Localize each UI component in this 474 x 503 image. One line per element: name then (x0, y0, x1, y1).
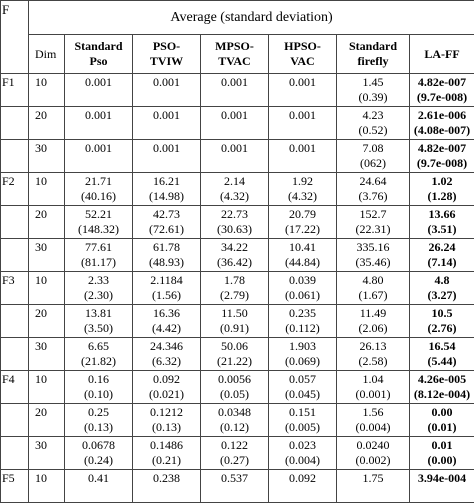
function-label: F5 (1, 470, 29, 503)
std-dev-value: (21.22) (201, 354, 268, 369)
value-cell (269, 272, 337, 305)
value-cell (269, 437, 337, 470)
table-row (1, 206, 474, 239)
table-row (1, 140, 474, 173)
value-cell (269, 470, 337, 503)
std-dev-value: (9.7e-008) (410, 156, 474, 171)
la-ff-value-cell (410, 338, 474, 371)
value-cell (65, 305, 133, 338)
value-cell (65, 338, 133, 371)
mean-value: 0.537 (201, 471, 268, 486)
la-ff-value-cell (410, 206, 474, 239)
la-ff-value-cell (410, 74, 474, 107)
value-cell (201, 470, 269, 503)
std-dev-value: (148.32) (65, 222, 132, 237)
table-row (1, 371, 474, 404)
value-cell (269, 107, 337, 140)
std-dev-value (410, 486, 474, 501)
value-cell (133, 371, 201, 404)
value-cell (337, 272, 410, 305)
value-cell (337, 338, 410, 371)
std-dev-value (201, 90, 268, 105)
std-dev-value: (0.112) (269, 321, 336, 336)
function-label (1, 437, 29, 470)
value-cell (201, 239, 269, 272)
value-cell (201, 404, 269, 437)
std-dev-value (133, 90, 200, 105)
value-cell (337, 437, 410, 470)
std-dev-value: (2.76) (410, 321, 474, 336)
std-dev-value (133, 486, 200, 501)
std-dev-value: (2.30) (65, 288, 132, 303)
mean-value: 16.36 (133, 306, 200, 321)
mean-value: 4.80 (337, 273, 409, 288)
value-cell (133, 239, 201, 272)
mean-value: 50.06 (201, 339, 268, 354)
std-dev-value: (0.005) (269, 420, 336, 435)
la-ff-value-cell (410, 404, 474, 437)
value-cell (65, 239, 133, 272)
std-dev-value: (0.39) (337, 90, 409, 105)
dimension-cell: 20 (29, 206, 65, 239)
std-dev-value: (0.045) (269, 387, 336, 402)
mean-value: 24.64 (337, 174, 409, 189)
std-dev-value: (4.08e-007) (410, 123, 474, 138)
std-dev-value: (4.42) (133, 321, 200, 336)
mean-value: 152.7 (337, 207, 409, 222)
mean-value: 0.0678 (65, 438, 132, 453)
header-alg-standard-firefly: Standard firefly (337, 35, 410, 74)
value-cell (65, 371, 133, 404)
function-label: F1 (1, 74, 29, 107)
function-label (1, 140, 29, 173)
table-body (1, 74, 474, 503)
std-dev-value (269, 123, 336, 138)
std-dev-value (201, 156, 268, 171)
mean-value: 0.1212 (133, 405, 200, 420)
std-dev-value: (21.82) (65, 354, 132, 369)
dimension-cell: 10 (29, 470, 65, 503)
std-dev-value: (0.021) (133, 387, 200, 402)
mean-value: 0.25 (65, 405, 132, 420)
mean-value: 0.001 (65, 141, 132, 156)
function-label (1, 338, 29, 371)
dimension-cell: 20 (29, 404, 65, 437)
mean-value: 0.235 (269, 306, 336, 321)
value-cell (337, 206, 410, 239)
std-dev-value (337, 486, 409, 501)
mean-value: 6.65 (65, 339, 132, 354)
std-dev-value: (2.58) (337, 354, 409, 369)
mean-value: 4.8 (410, 273, 474, 288)
value-cell (269, 140, 337, 173)
value-cell (201, 338, 269, 371)
std-dev-value: (0.004) (269, 453, 336, 468)
std-dev-value: (0.12) (201, 420, 268, 435)
std-dev-value: (0.061) (269, 288, 336, 303)
std-dev-value (133, 123, 200, 138)
mean-value: 0.001 (133, 75, 200, 90)
la-ff-value-cell (410, 107, 474, 140)
std-dev-value: (0.13) (133, 420, 200, 435)
std-dev-value: (40.16) (65, 189, 132, 204)
std-dev-value (65, 90, 132, 105)
std-dev-value: (9.7e-008) (410, 90, 474, 105)
header-dim: Dim (29, 35, 65, 74)
std-dev-value (65, 156, 132, 171)
value-cell (133, 305, 201, 338)
std-dev-value: (0.05) (201, 387, 268, 402)
std-dev-value: (2.79) (201, 288, 268, 303)
value-cell (201, 74, 269, 107)
table-row (1, 272, 474, 305)
mean-value: 2.1184 (133, 273, 200, 288)
mean-value: 0.238 (133, 471, 200, 486)
std-dev-value: (0.13) (65, 420, 132, 435)
table-row (1, 437, 474, 470)
value-cell (269, 173, 337, 206)
std-dev-value (201, 486, 268, 501)
table-row (1, 404, 474, 437)
mean-value: 10.41 (269, 240, 336, 255)
dimension-cell: 30 (29, 437, 65, 470)
header-alg-mpso-tvac: MPSO- TVAC (201, 35, 269, 74)
mean-value: 16.54 (410, 339, 474, 354)
dimension-cell: 30 (29, 140, 65, 173)
value-cell (269, 74, 337, 107)
dimension-cell: 30 (29, 338, 65, 371)
header-alg-pso-tviw: PSO- TVIW (133, 35, 201, 74)
header-alg-hpso-vac: HPSO- VAC (269, 35, 337, 74)
mean-value: 0.057 (269, 372, 336, 387)
mean-value: 22.73 (201, 207, 268, 222)
mean-value: 42.73 (133, 207, 200, 222)
value-cell (337, 173, 410, 206)
value-cell (269, 305, 337, 338)
std-dev-value: (0.21) (133, 453, 200, 468)
std-dev-value: (0.004) (337, 420, 409, 435)
value-cell (201, 437, 269, 470)
std-dev-value: (1.28) (410, 189, 474, 204)
mean-value: 0.151 (269, 405, 336, 420)
std-dev-value: (4.32) (201, 189, 268, 204)
mean-value: 61.78 (133, 240, 200, 255)
value-cell (65, 272, 133, 305)
std-dev-value: (0.00) (410, 453, 474, 468)
mean-value: 0.023 (269, 438, 336, 453)
mean-value: 335.16 (337, 240, 409, 255)
mean-value: 0.001 (65, 108, 132, 123)
mean-value: 0.092 (133, 372, 200, 387)
value-cell (133, 470, 201, 503)
mean-value: 0.001 (269, 108, 336, 123)
value-cell (133, 74, 201, 107)
function-label (1, 239, 29, 272)
mean-value: 2.33 (65, 273, 132, 288)
mean-value: 13.66 (410, 207, 474, 222)
dimension-cell: 10 (29, 272, 65, 305)
std-dev-value: (35.46) (337, 255, 409, 270)
mean-value: 24.346 (133, 339, 200, 354)
std-dev-value: (0.001) (337, 387, 409, 402)
value-cell (269, 371, 337, 404)
mean-value: 11.49 (337, 306, 409, 321)
mean-value: 0.039 (269, 273, 336, 288)
la-ff-value-cell (410, 371, 474, 404)
mean-value: 3.94e-004 (410, 471, 474, 486)
std-dev-value (65, 486, 132, 501)
std-dev-value: (3.51) (410, 222, 474, 237)
dimension-cell: 10 (29, 173, 65, 206)
header-alg-standard-pso: Standard Pso (65, 35, 133, 74)
std-dev-value: (3.27) (410, 288, 474, 303)
value-cell (201, 206, 269, 239)
la-ff-value-cell (410, 239, 474, 272)
table-row (1, 338, 474, 371)
value-cell (65, 140, 133, 173)
value-cell (269, 338, 337, 371)
std-dev-value: (81.17) (65, 255, 132, 270)
mean-value: 0.16 (65, 372, 132, 387)
std-dev-value (133, 156, 200, 171)
value-cell (201, 272, 269, 305)
mean-value: 0.01 (410, 438, 474, 453)
value-cell (65, 107, 133, 140)
mean-value: 52.21 (65, 207, 132, 222)
function-label (1, 305, 29, 338)
std-dev-value: (0.52) (337, 123, 409, 138)
mean-value: 2.61e-006 (410, 108, 474, 123)
std-dev-value: (0.069) (269, 354, 336, 369)
value-cell (65, 470, 133, 503)
std-dev-value: (0.91) (201, 321, 268, 336)
std-dev-value: (30.63) (201, 222, 268, 237)
mean-value: 13.81 (65, 306, 132, 321)
std-dev-value: (5.44) (410, 354, 474, 369)
std-dev-value: (2.06) (337, 321, 409, 336)
function-label (1, 206, 29, 239)
value-cell (133, 272, 201, 305)
la-ff-value-cell (410, 305, 474, 338)
value-cell (65, 437, 133, 470)
dimension-cell: 10 (29, 74, 65, 107)
value-cell (337, 404, 410, 437)
function-label: F3 (1, 272, 29, 305)
std-dev-value (65, 123, 132, 138)
mean-value: 7.08 (337, 141, 409, 156)
mean-value: 0.001 (201, 75, 268, 90)
value-cell (201, 140, 269, 173)
mean-value: 0.001 (133, 108, 200, 123)
std-dev-value: (8.12e-004) (410, 387, 474, 402)
la-ff-value-cell (410, 272, 474, 305)
value-cell (201, 107, 269, 140)
value-cell (269, 239, 337, 272)
header-alg-la-ff: LA-FF (410, 35, 474, 74)
std-dev-value (269, 156, 336, 171)
value-cell (201, 305, 269, 338)
mean-value: 0.0056 (201, 372, 268, 387)
mean-value: 0.001 (269, 75, 336, 90)
value-cell (65, 173, 133, 206)
value-cell (133, 140, 201, 173)
value-cell (337, 305, 410, 338)
mean-value: 0.001 (201, 108, 268, 123)
mean-value: 10.5 (410, 306, 474, 321)
table-row (1, 74, 474, 107)
value-cell (65, 404, 133, 437)
std-dev-value (269, 486, 336, 501)
table-row (1, 305, 474, 338)
mean-value: 1.56 (337, 405, 409, 420)
value-cell (201, 371, 269, 404)
mean-value: 0.092 (269, 471, 336, 486)
mean-value: 21.71 (65, 174, 132, 189)
value-cell (269, 206, 337, 239)
mean-value: 4.23 (337, 108, 409, 123)
std-dev-value: (36.42) (201, 255, 268, 270)
mean-value: 34.22 (201, 240, 268, 255)
mean-value: 4.82e-007 (410, 75, 474, 90)
mean-value: 77.61 (65, 240, 132, 255)
la-ff-value-cell (410, 173, 474, 206)
table-row (1, 239, 474, 272)
mean-value: 0.0348 (201, 405, 268, 420)
mean-value: 0.1486 (133, 438, 200, 453)
value-cell (133, 107, 201, 140)
dimension-cell: 30 (29, 239, 65, 272)
value-cell (337, 107, 410, 140)
std-dev-value: (0.27) (201, 453, 268, 468)
std-dev-value (269, 90, 336, 105)
function-label (1, 107, 29, 140)
dimension-cell: 20 (29, 305, 65, 338)
function-label: F2 (1, 173, 29, 206)
value-cell (337, 140, 410, 173)
value-cell (269, 404, 337, 437)
mean-value: 1.903 (269, 339, 336, 354)
value-cell (133, 173, 201, 206)
std-dev-value: (14.98) (133, 189, 200, 204)
std-dev-value: (72.61) (133, 222, 200, 237)
table-row (1, 173, 474, 206)
value-cell (65, 74, 133, 107)
value-cell (337, 74, 410, 107)
dimension-cell: 10 (29, 371, 65, 404)
value-cell (65, 206, 133, 239)
value-cell (133, 338, 201, 371)
std-dev-value: (0.10) (65, 387, 132, 402)
std-dev-value: (0.24) (65, 453, 132, 468)
mean-value: 0.00 (410, 405, 474, 420)
mean-value: 1.04 (337, 372, 409, 387)
std-dev-value: (0.01) (410, 420, 474, 435)
la-ff-value-cell (410, 140, 474, 173)
mean-value: 1.02 (410, 174, 474, 189)
mean-value: 0.001 (133, 141, 200, 156)
mean-value: 0.001 (201, 141, 268, 156)
value-cell (337, 470, 410, 503)
header-f: F (1, 1, 29, 74)
std-dev-value: (48.93) (133, 255, 200, 270)
la-ff-value-cell (410, 470, 474, 503)
mean-value: 1.45 (337, 75, 409, 90)
mean-value: 26.13 (337, 339, 409, 354)
mean-value: 4.82e-007 (410, 141, 474, 156)
mean-value: 0.0240 (337, 438, 409, 453)
std-dev-value: (0.002) (337, 453, 409, 468)
std-dev-value: (7.14) (410, 255, 474, 270)
function-label (1, 404, 29, 437)
mean-value: 16.21 (133, 174, 200, 189)
value-cell (133, 404, 201, 437)
value-cell (337, 239, 410, 272)
value-cell (337, 371, 410, 404)
std-dev-value: (3.76) (337, 189, 409, 204)
mean-value: 26.24 (410, 240, 474, 255)
mean-value: 2.14 (201, 174, 268, 189)
mean-value: 1.78 (201, 273, 268, 288)
std-dev-value: (4.32) (269, 189, 336, 204)
value-cell (201, 173, 269, 206)
std-dev-value (201, 123, 268, 138)
mean-value: 0.41 (65, 471, 132, 486)
std-dev-value: (6.32) (133, 354, 200, 369)
mean-value: 11.50 (201, 306, 268, 321)
dimension-cell: 20 (29, 107, 65, 140)
std-dev-value: (1.56) (133, 288, 200, 303)
mean-value: 0.122 (201, 438, 268, 453)
mean-value: 1.92 (269, 174, 336, 189)
mean-value: 0.001 (269, 141, 336, 156)
std-dev-value: (17.22) (269, 222, 336, 237)
std-dev-value: (1.67) (337, 288, 409, 303)
table-row (1, 470, 474, 503)
std-dev-value: (44.84) (269, 255, 336, 270)
header-average: Average (standard deviation) (29, 1, 474, 35)
std-dev-value: (062) (337, 156, 409, 171)
mean-value: 0.001 (65, 75, 132, 90)
std-dev-value: (22.31) (337, 222, 409, 237)
mean-value: 1.75 (337, 471, 409, 486)
mean-value: 4.26e-005 (410, 372, 474, 387)
std-dev-value: (3.50) (65, 321, 132, 336)
value-cell (133, 437, 201, 470)
table-row (1, 107, 474, 140)
mean-value: 20.79 (269, 207, 336, 222)
function-label: F4 (1, 371, 29, 404)
value-cell (133, 206, 201, 239)
la-ff-value-cell (410, 437, 474, 470)
